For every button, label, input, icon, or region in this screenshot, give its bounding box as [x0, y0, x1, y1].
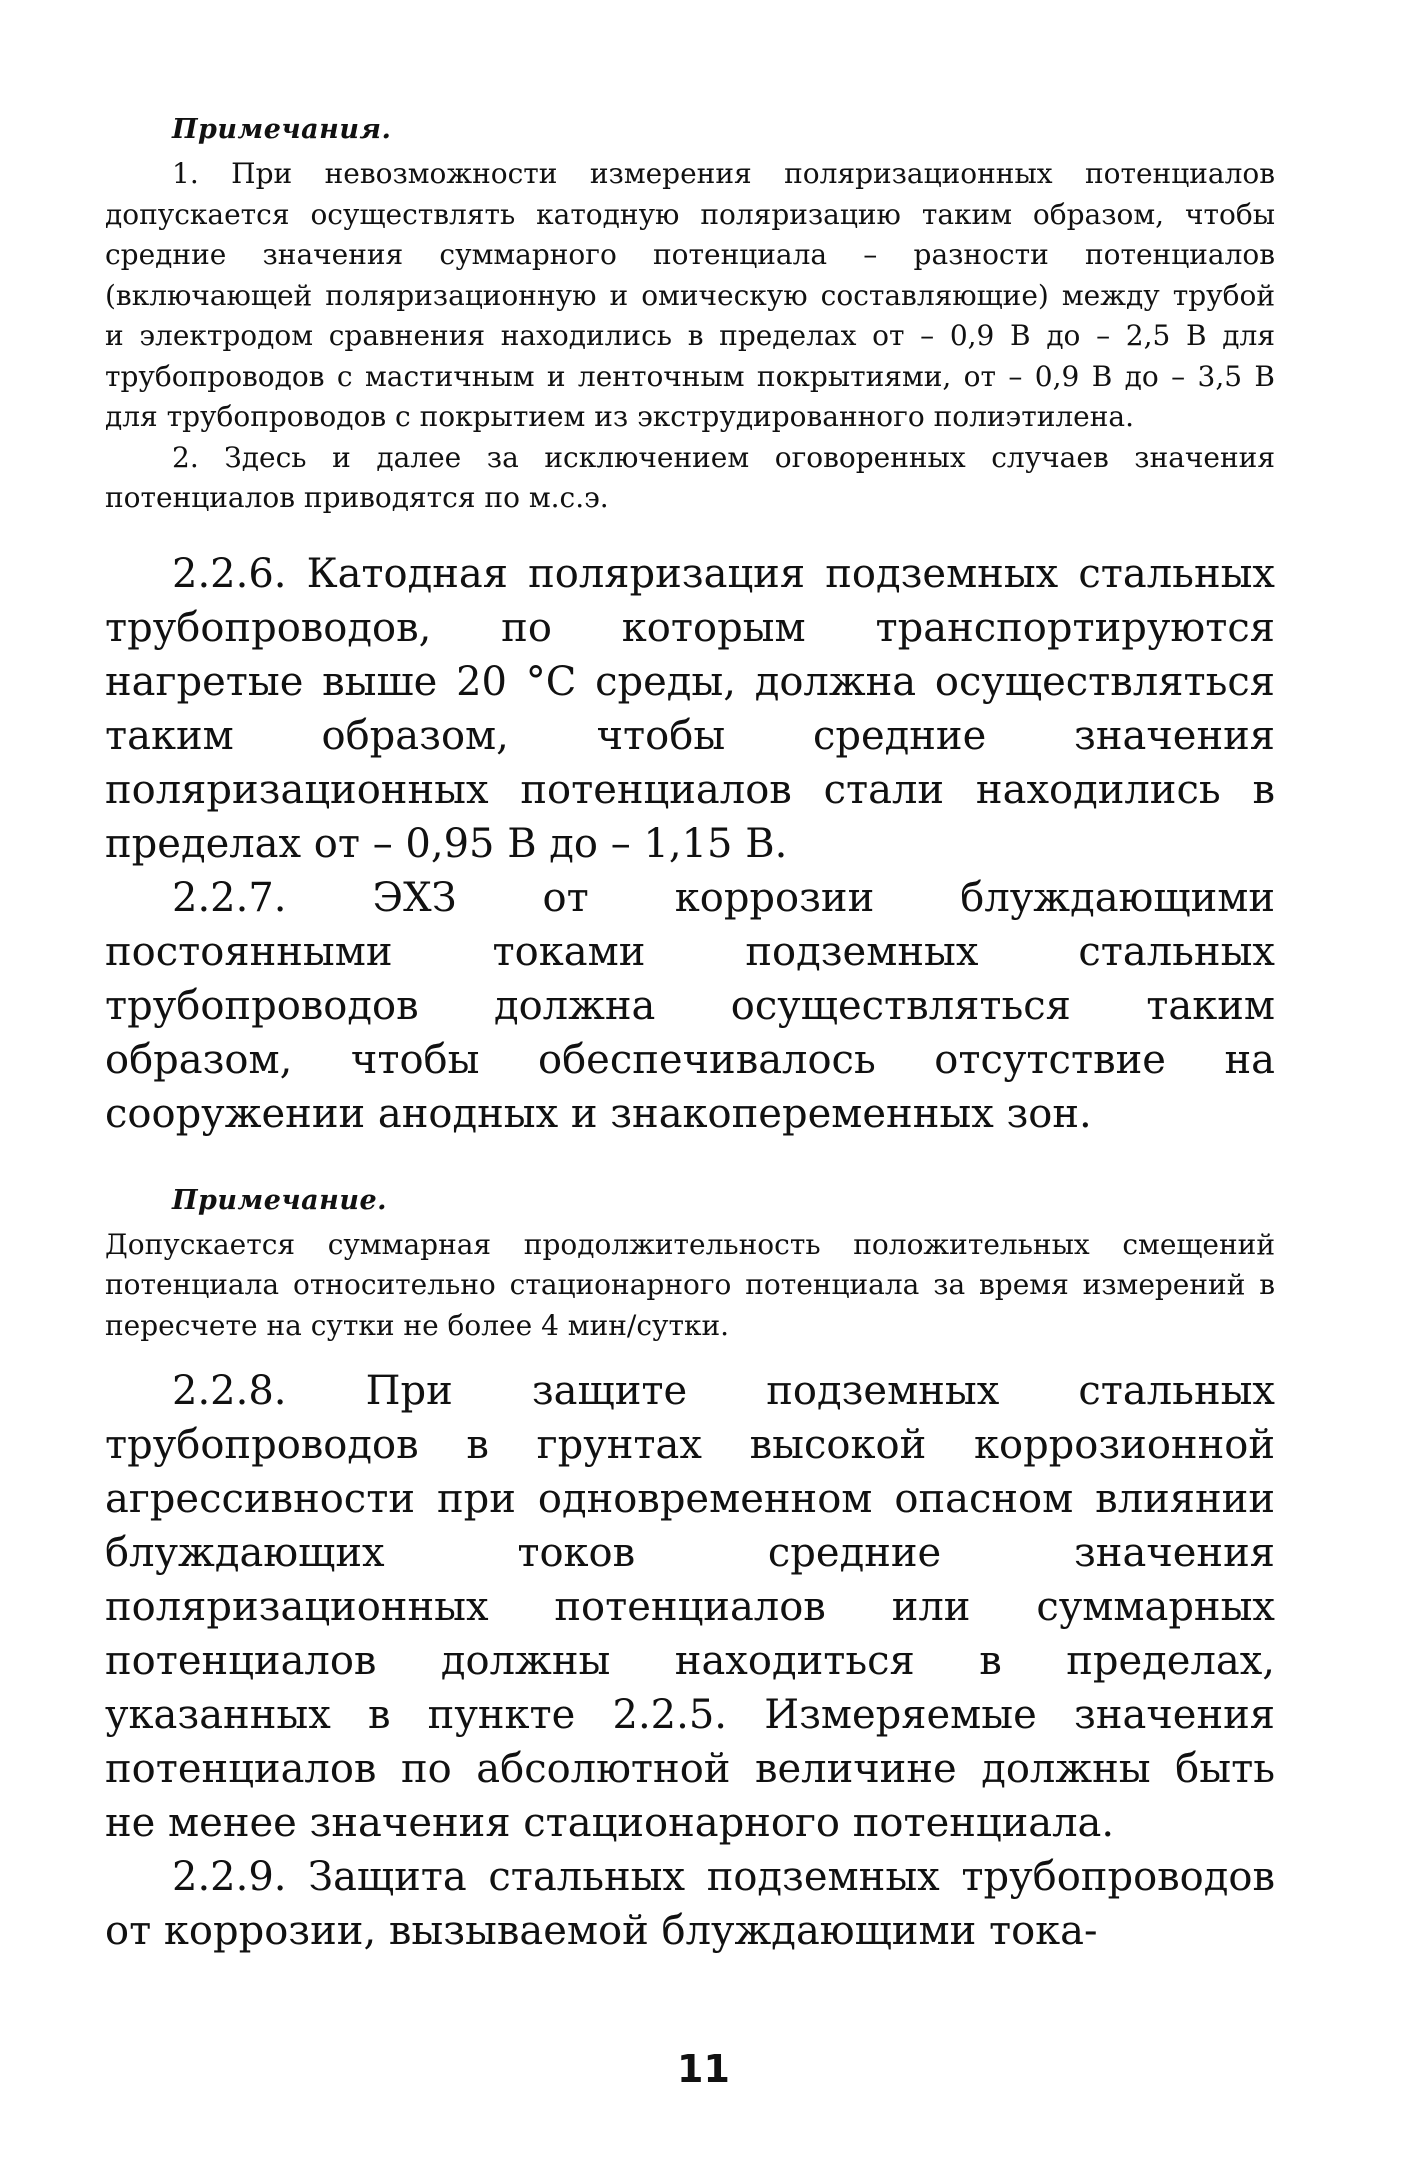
note-item-1: 1. При невозможности измерения поляризационных потенциалов допускается осуществлять катодную поляризацию таким образом, чтобы средние значения суммарного потенциала – разности потенциалов (включающей поляризационную и омическую составляющие) между трубой и электродом сравнения находились в пределах от – 0,9 В до – 2,5 В для трубопроводов с мастичным и ленточным покрытиями, от – 0,9 В до – 3,5 В для трубопроводов с покрытием из экструдированного полиэтилена.: [105, 157, 1275, 433]
clause-2-2-7: 2.2.7. ЭХЗ от коррозии блуждающими постоянными токами подземных стальных трубопроводов должна осуществляться таким образом, чтобы обеспечивалось отсутствие на сооружении анодных и знакопеременных зон.: [105, 874, 1275, 1137]
document-page: [105, 112, 1275, 1958]
note-heading: Примечание.: [172, 1184, 388, 1216]
clause-2-2-8: 2.2.8. При защите подземных стальных трубопроводов в грунтах высокой коррозионной агрессивности при одновременном опасном влиянии блуждающих токов средние значения поляризационных потенциалов или суммарных потенциалов должны находиться в пределах, указанных в пункте 2.2.5. Измеряемые значения потенциалов по абсолютной величине должны быть не менее значения стационарного потенциала.: [105, 1368, 1275, 1846]
note-text: Допускается суммарная продолжительность положительных смещений потенциала относительно стационарного потенциала за время измерений в пересчете на сутки не более 4 мин/сутки.: [105, 1227, 1275, 1342]
page-number: 11: [677, 2047, 730, 2091]
clause-2-2-9: 2.2.9. Защита стальных подземных трубопроводов от коррозии, вызываемой блуждающими тока-: [105, 1854, 1275, 1954]
notes-heading: Примечания.: [172, 114, 392, 145]
clause-2-2-6: 2.2.6. Катодная поляризация подземных стальных трубопроводов, по которым транспортируются нагретые выше 20 °С среды, должна осуществляться таким образом, чтобы средние значения поляризационных потенциалов стали находились в пределах от – 0,95 В до – 1,15 В.: [105, 550, 1275, 867]
note-item-2: 2. Здесь и далее за исключением оговоренных случаев значения потенциалов приводятся по м.с.э.: [105, 440, 1275, 514]
